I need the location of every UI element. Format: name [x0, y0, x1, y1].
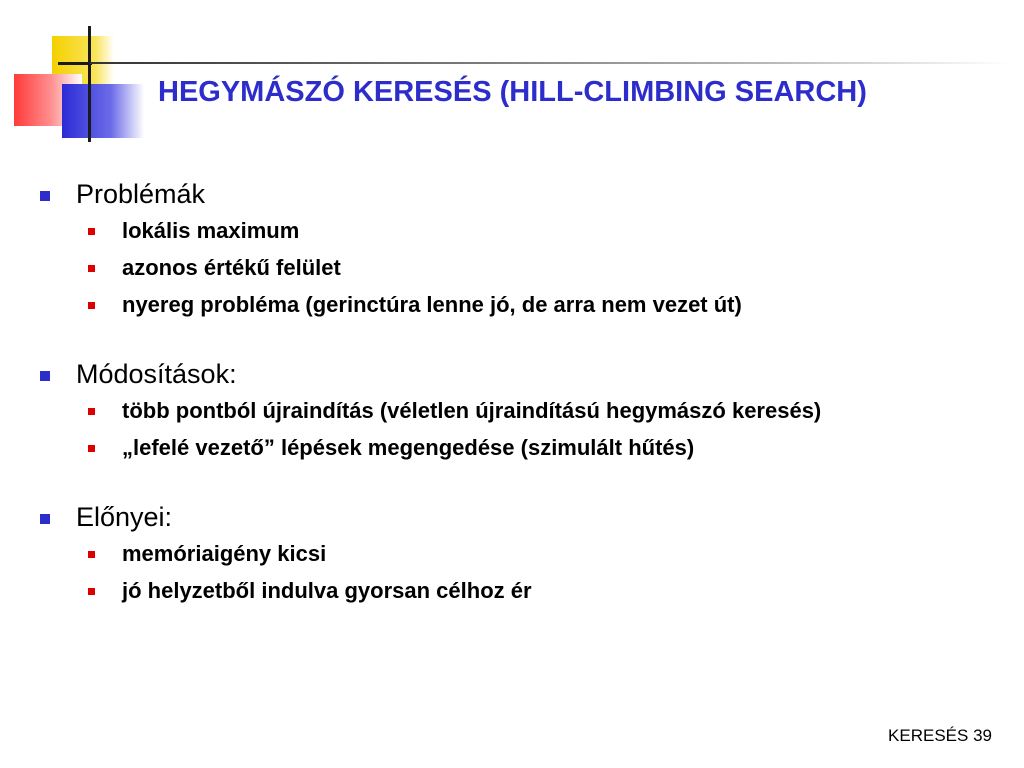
bullet-list — [38, 539, 998, 606]
slide-content — [38, 176, 998, 642]
list-item-text: „lefelé vezető” lépések megengedése (szimulált hűtés) — [122, 435, 695, 460]
square-bullet-icon — [88, 588, 95, 595]
square-bullet-icon — [40, 514, 50, 524]
section-heading — [38, 356, 998, 392]
square-bullet-icon — [88, 408, 95, 415]
slide-footer: KERESÉS 39 — [888, 726, 992, 745]
list-item — [38, 396, 998, 426]
list-item — [38, 539, 998, 569]
square-bullet-icon — [40, 191, 50, 201]
section-heading-text: Előnyei: — [76, 502, 173, 532]
section-advantages — [38, 499, 998, 606]
section-heading — [38, 176, 998, 212]
logo-horizontal-line — [58, 62, 92, 65]
section-modifications — [38, 356, 998, 463]
slide-logo-icon — [0, 0, 160, 150]
section-heading-text: Módosítások: — [76, 359, 237, 389]
list-item — [38, 433, 998, 463]
square-bullet-icon — [88, 551, 95, 558]
title-divider — [90, 62, 1010, 64]
section-heading-text: Problémák — [76, 179, 206, 209]
list-item-text: azonos értékű felület — [122, 255, 341, 280]
square-bullet-icon — [88, 228, 95, 235]
square-bullet-icon — [88, 265, 95, 272]
list-item — [38, 216, 998, 246]
square-bullet-icon — [88, 302, 95, 309]
list-item-text: memóriaigény kicsi — [122, 541, 327, 566]
logo-blue-square — [62, 84, 144, 138]
list-item-text: lokális maximum — [122, 218, 300, 243]
bullet-list — [38, 216, 998, 320]
slide-title: HEGYMÁSZÓ KERESÉS (HILL-CLIMBING SEARCH) — [158, 76, 867, 108]
list-item-text: jó helyzetből indulva gyorsan célhoz ér — [122, 578, 532, 603]
list-item — [38, 253, 998, 283]
section-heading — [38, 499, 998, 535]
square-bullet-icon — [40, 371, 50, 381]
list-item-text: több pontból újraindítás (véletlen újraindítású hegymászó keresés) — [122, 398, 822, 423]
square-bullet-icon — [88, 445, 95, 452]
list-item — [38, 290, 998, 320]
section-problems — [38, 176, 998, 320]
logo-vertical-line — [88, 26, 91, 142]
bullet-list — [38, 396, 998, 463]
list-item — [38, 576, 998, 606]
list-item-text: nyereg probléma (gerinctúra lenne jó, de arra nem vezet út) — [122, 292, 742, 317]
